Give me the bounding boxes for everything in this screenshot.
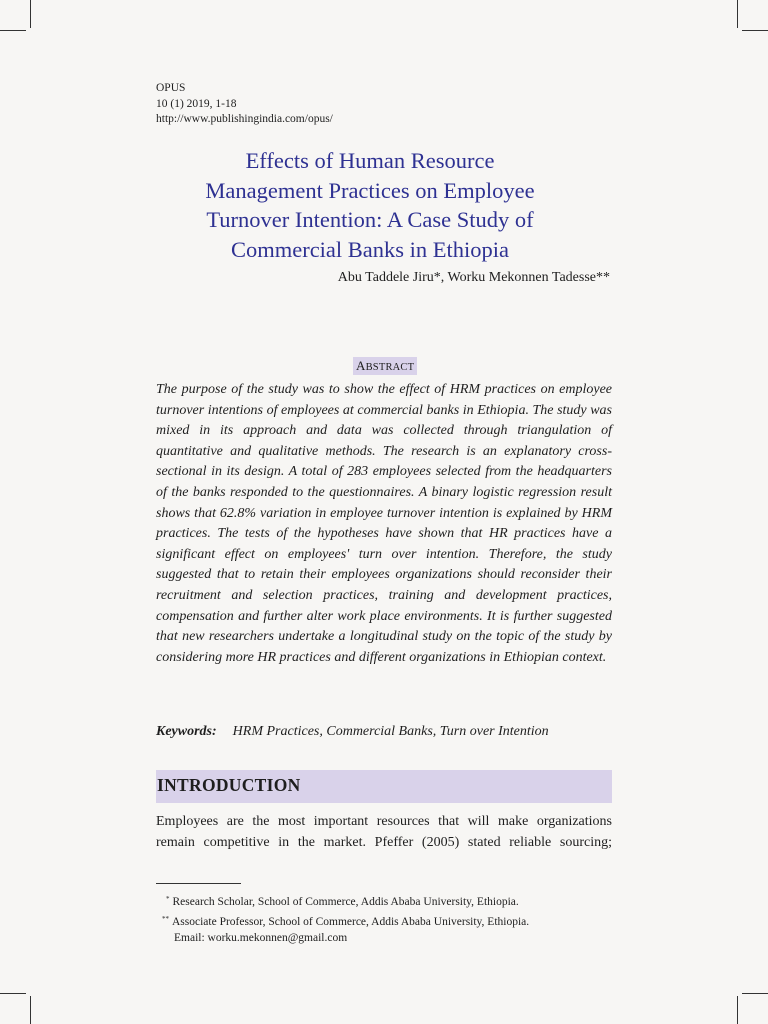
abstract-heading-rest: BSTRACT	[365, 362, 415, 373]
footnote-mark: *	[166, 895, 170, 903]
footnote	[174, 930, 529, 947]
abstract-heading	[353, 357, 417, 375]
journal-issue: 10 (1) 2019, 1-18	[156, 97, 237, 110]
crop-mark	[742, 993, 768, 994]
abstract-heading-initial: A	[356, 358, 366, 373]
introduction-heading-bar	[156, 770, 612, 803]
journal-url[interactable]: http://www.publishingindia.com/opus/	[156, 113, 333, 125]
crop-mark	[737, 0, 738, 28]
crop-mark	[0, 993, 26, 994]
footnote	[162, 911, 529, 931]
title-line: Management Practices on Employee	[205, 177, 535, 203]
footnote	[166, 891, 529, 911]
abstract-text: The purpose of the study was to show the effect of HRM practices on employee turnover intentions of employees at commercial banks in Ethiopia. The study was mixed in its approach and data was collected through triangulation of quantitative and qualitative methods. The research is an explanatory cross-sectional in its design. A total of 283 employees selected from the headquarters of the banks responded to the questionnaires. A binary logistic regression result shows that 62.8% variation in employee turnover intention is explained by HRM practices. The tests of the hypotheses have shown that HR practices have a significant effect on employees' turn over intention. Therefore, the study suggested that to retain their employees organizations should reconsider their recruitment and selection practices, training and development practices, compensation and further alter work place environments. It is further suggested that new researchers undertake a longitudinal study on the topic of the study by considering more HR practices and different organizations in Ethiopian context.	[156, 382, 612, 665]
journal-info	[156, 81, 333, 128]
title-line: Commercial Banks in Ethiopia	[230, 236, 510, 262]
title-line: Effects of Human Resource	[245, 148, 495, 173]
body-line: Employees are the most important resources that will make organizations	[156, 814, 612, 829]
introduction-heading: INTRODUCTION	[157, 775, 301, 795]
footnote-text: Research Scholar, School of Commerce, Addis Ababa University, Ethiopia.	[172, 896, 519, 908]
paper-title	[120, 146, 620, 264]
crop-mark	[0, 30, 26, 31]
body-line: remain competitive in the market. Pfeffer (2005) stated reliable sourcing;	[156, 835, 612, 850]
crop-mark	[742, 30, 768, 31]
crop-mark	[30, 996, 31, 1024]
footnote-email[interactable]: Email: worku.mekonnen@gmail.com	[174, 932, 348, 944]
keywords-label: Keywords:	[156, 724, 217, 739]
keywords-text: HRM Practices, Commercial Banks, Turn over Intention	[232, 724, 549, 739]
footnote-rule	[156, 883, 241, 884]
crop-mark	[737, 996, 738, 1024]
crop-mark	[30, 0, 31, 28]
footnote-mark: **	[162, 914, 169, 923]
keywords	[156, 724, 549, 740]
author-list: Abu Taddele Jiru*, Worku Mekonnen Tadesse**	[337, 270, 610, 285]
journal-name: OPUS	[156, 82, 186, 94]
title-line: Turnover Intention: A Case Study of	[206, 207, 534, 232]
footnotes	[162, 891, 530, 947]
footnote-text: Associate Professor, School of Commerce, Addis Ababa University, Ethiopia.	[172, 915, 530, 928]
introduction-body	[156, 811, 612, 853]
